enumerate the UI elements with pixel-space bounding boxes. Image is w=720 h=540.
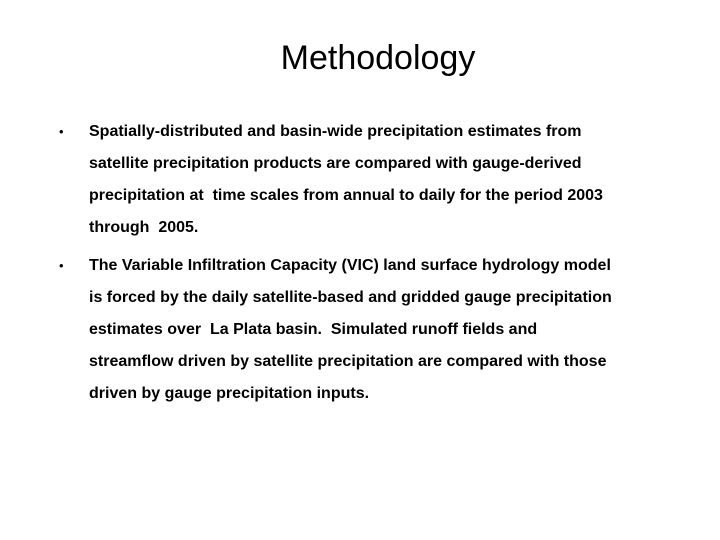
bullet-text-line: is forced by the daily satellite-based and gridded gauge precipitation <box>89 289 612 306</box>
bullet-text-line: streamflow driven by satellite precipitation are compared with those <box>89 353 607 370</box>
bullet-text-line: through 2005. <box>89 219 199 236</box>
bullet-marker: • <box>59 258 64 273</box>
bullet-item-precipitation-comparison <box>0 116 720 244</box>
bullet-item-vic-model <box>0 250 720 410</box>
bullet-text-line: satellite precipitation products are compared with gauge-derived <box>89 155 582 172</box>
bullet-text-line: Spatially-distributed and basin-wide precipitation estimates from <box>89 123 582 140</box>
bullet-text-line: precipitation at time scales from annual to daily for the period 2003 <box>89 187 603 204</box>
slide-title: Methodology <box>280 39 476 77</box>
bullet-text-line: estimates over La Plata basin. Simulated runoff fields and <box>89 321 538 338</box>
bullet-text-line: driven by gauge precipitation inputs. <box>89 385 370 402</box>
bullet-list <box>0 116 720 416</box>
bullet-marker: • <box>59 124 64 139</box>
bullet-text-line: The Variable Infiltration Capacity (VIC) land surface hydrology model <box>89 257 611 274</box>
